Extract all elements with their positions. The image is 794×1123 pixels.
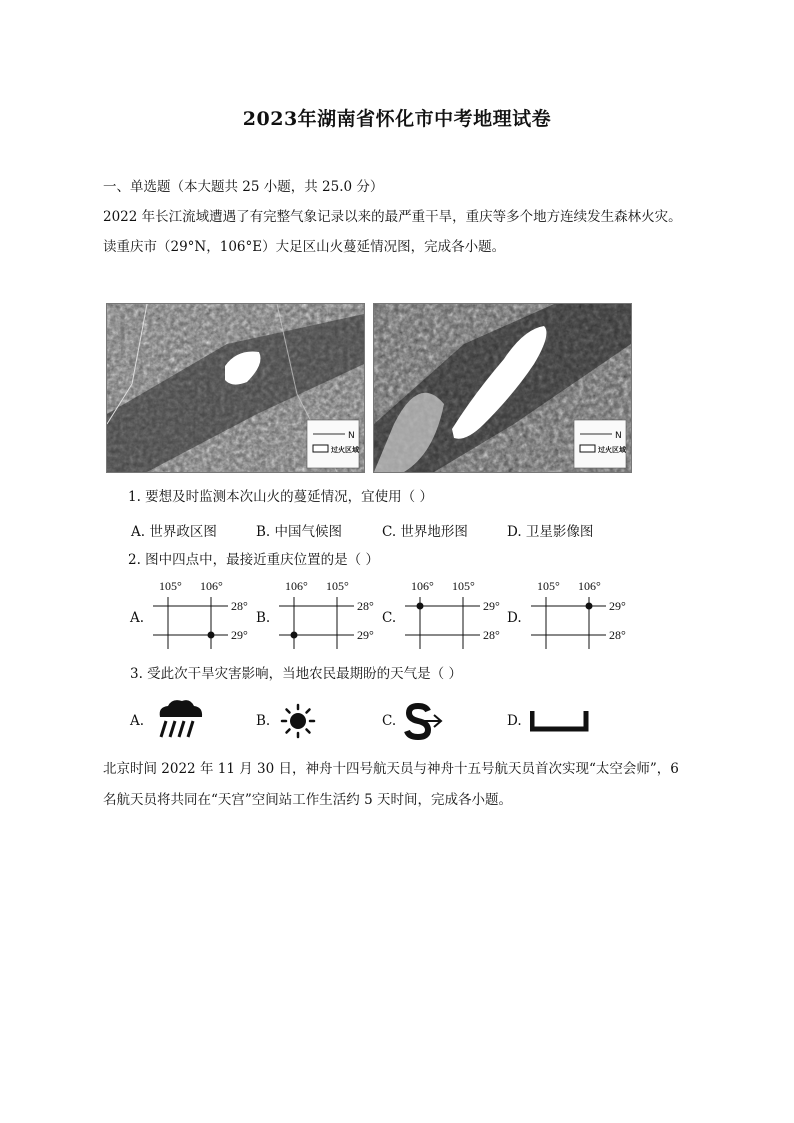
- grid-d-lower-lat-label: 28°: [609, 628, 626, 642]
- grid-a-upper-lat-label: 28°: [231, 599, 248, 613]
- q2-label-b[interactable]: B.: [256, 610, 271, 626]
- q1-option-b[interactable]: B. 中国气候图: [256, 524, 343, 540]
- intro-line-2: 读重庆市（29°N，106°E）大足区山火蔓延情况图，完成各小题。: [103, 239, 506, 255]
- grid-d-top-left-label: 105°: [537, 579, 560, 593]
- grid-c-lower-lat-label: 28°: [483, 628, 500, 642]
- q2-grid-b: [274, 577, 384, 649]
- drought-icon[interactable]: [530, 709, 590, 733]
- q2-grid-a: [148, 577, 258, 649]
- question-1-stem: 1. 要想及时监测本次山火的蔓延情况，宜使用（ ）: [128, 489, 433, 505]
- grid-c-upper-lat-label: 29°: [483, 599, 500, 613]
- outro-line-2: 名航天员将共同在“天宫”空间站工作生活约 5 天时间，完成各小题。: [103, 792, 512, 808]
- q2-label-d[interactable]: D.: [507, 610, 522, 626]
- north-arrow-label-1: N: [348, 431, 355, 441]
- grid-b-top-right-label: 105°: [326, 579, 349, 593]
- north-arrow-label-2: N: [615, 431, 622, 441]
- burn-area-label-2: 过火区域: [598, 446, 626, 454]
- sunny-icon[interactable]: [280, 703, 316, 739]
- grid-b-top-left-label: 106°: [285, 579, 308, 593]
- q2-grid-d: [526, 577, 636, 649]
- q3-label-b[interactable]: B.: [256, 713, 271, 729]
- q1-option-d[interactable]: D. 卫星影像图: [507, 524, 594, 540]
- burn-area-label-1: 过火区域: [331, 446, 359, 454]
- grid-c-top-right-label: 105°: [452, 579, 475, 593]
- q1-option-a[interactable]: A. 世界政区图: [131, 524, 217, 540]
- q1-option-c[interactable]: C. 世界地形图: [382, 524, 468, 540]
- section-heading: 一、单选题（本大题共 25 小题，共 25.0 分）: [103, 179, 384, 195]
- q2-label-a[interactable]: A.: [130, 610, 145, 626]
- satellite-map-after: [373, 303, 632, 473]
- grid-a-point: [208, 632, 215, 639]
- q3-label-c[interactable]: C.: [382, 713, 397, 729]
- q2-label-c[interactable]: C.: [382, 610, 397, 626]
- grid-a-top-right-label: 106°: [200, 579, 223, 593]
- page-title: 2023年湖南省怀化市中考地理试卷: [242, 108, 552, 130]
- grid-c-point: [417, 603, 424, 610]
- question-2-stem: 2. 图中四点中，最接近重庆位置的是（ ）: [128, 552, 379, 568]
- grid-d-top-right-label: 106°: [578, 579, 601, 593]
- grid-c-top-left-label: 106°: [411, 579, 434, 593]
- grid-b-lower-lat-label: 29°: [357, 628, 374, 642]
- grid-d-upper-lat-label: 29°: [609, 599, 626, 613]
- sandstorm-icon[interactable]: [404, 701, 446, 741]
- q3-label-a[interactable]: A.: [130, 713, 145, 729]
- satellite-map-before: [106, 303, 365, 473]
- question-3-stem: 3. 受此次干旱灾害影响，当地农民最期盼的天气是（ ）: [130, 666, 462, 682]
- intro-line-1: 2022 年长江流域遭遇了有完整气象记录以来的最严重干旱，重庆等多个地方连续发生森林火灾。: [103, 209, 682, 225]
- grid-a-top-left-label: 105°: [159, 579, 182, 593]
- grid-d-point: [586, 603, 593, 610]
- outro-line-1: 北京时间 2022 年 11 月 30 日，神舟十四号航天员与神舟十五号航天员首次实现“太空会师”，6: [103, 761, 679, 777]
- grid-a-lower-lat-label: 29°: [231, 628, 248, 642]
- grid-b-point: [291, 632, 298, 639]
- rain-cloud-icon[interactable]: [154, 697, 206, 739]
- q3-label-d[interactable]: D.: [507, 713, 522, 729]
- q2-grid-c: [400, 577, 510, 649]
- grid-b-upper-lat-label: 28°: [357, 599, 374, 613]
